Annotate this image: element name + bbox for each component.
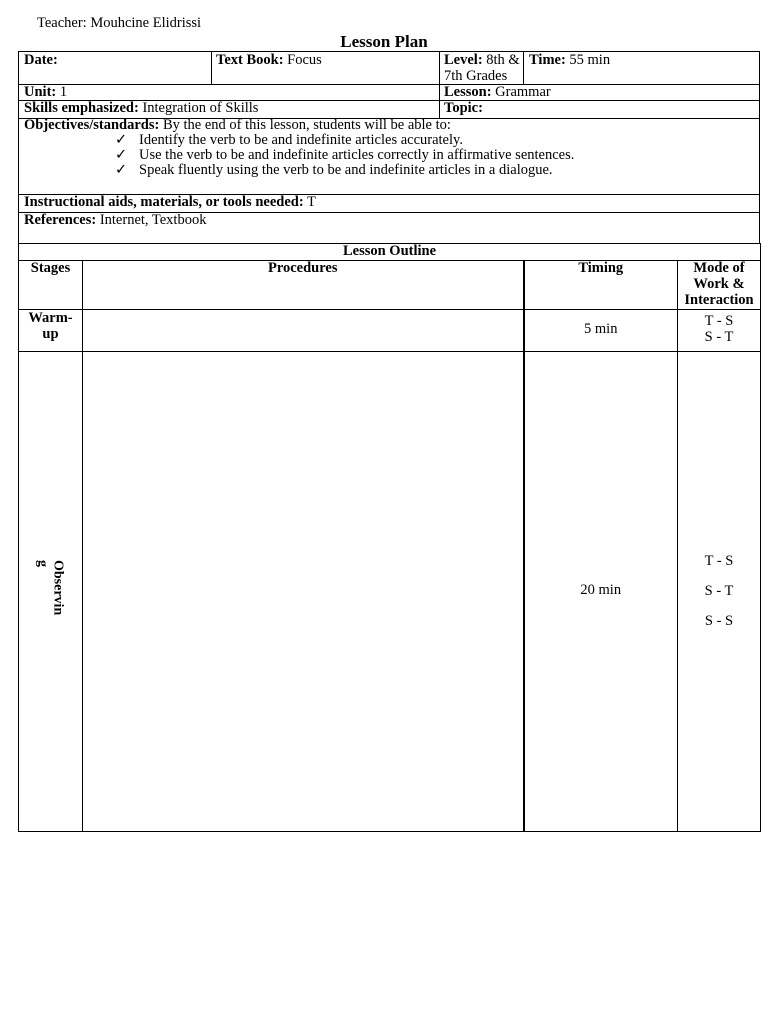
lesson-outline-table [18,243,761,832]
skills-label: Skills emphasized: [24,100,139,116]
mode-header: Mode of Work & Interaction [678,260,761,309]
references-value: Internet, Textbook [99,212,207,228]
skills-cell [19,101,258,117]
level-label: Level: [444,52,483,68]
level-cell [439,53,523,85]
page-title: Lesson Plan [340,32,428,51]
aids-cell [19,195,316,211]
objectives-label: Objectives/standards: [24,117,160,133]
objective-item: ✓ Speak fluently using the verb to be and indefinite articles in a dialogue. [115,162,553,178]
time-label: Time: [529,52,566,68]
outline-title: Lesson Outline [19,244,761,261]
procedure-cell [83,351,524,831]
stage-observing: Observin g [19,351,83,831]
check-icon: ✓ [115,147,128,163]
objective-item: ✓ Identify the verb to be and indefinite articles accurately. [115,132,463,148]
skills-value: Integration of Skills [142,100,259,116]
procedures-header: Procedures [83,260,524,309]
unit-label: Unit: [24,84,57,100]
level-value-line2: 7th Grades [444,67,508,84]
check-icon: ✓ [115,162,128,178]
mode-cell: T - S S - T [678,309,761,351]
stages-header: Stages [19,260,83,309]
objectives-intro: By the end of this lesson, students will be able to: [162,117,451,133]
objectives-list [115,133,574,178]
divider [19,84,759,85]
topic-label: Topic: [444,100,483,116]
textbook-label: Text Book: [216,52,284,68]
procedure-cell [83,309,524,351]
time-cell [524,53,610,69]
lesson-cell [439,85,551,101]
check-icon: ✓ [115,132,128,148]
aids-value: T [307,194,316,210]
unit-value: 1 [59,84,68,100]
timing-cell: 5 min [524,309,678,351]
stage-warmup: Warm- up [19,309,83,351]
date-cell [19,53,58,69]
level-value-line1: 8th & [486,52,520,68]
objective-item: ✓ Use the verb to be and indefinite articles correctly in affirmative sentences. [115,147,575,163]
mode-cell: T - S S - T S - S [678,351,761,831]
topic-cell [439,101,483,117]
time-value: 55 min [569,52,611,68]
textbook-cell [211,53,322,69]
timing-cell: 20 min [524,351,678,831]
unit-cell [19,85,67,101]
lesson-value: Grammar [495,84,551,100]
references-cell [19,213,206,229]
textbook-value: Focus [287,52,322,68]
references-label: References: [24,212,97,228]
date-label: Date: [24,52,58,68]
timing-header: Timing [524,260,678,309]
aids-label: Instructional aids, materials, or tools needed: [24,194,304,210]
lesson-info-box [18,51,760,244]
teacher-name: Teacher: Mouhcine Elidrissi [37,15,202,31]
lesson-label: Lesson: [444,84,492,100]
